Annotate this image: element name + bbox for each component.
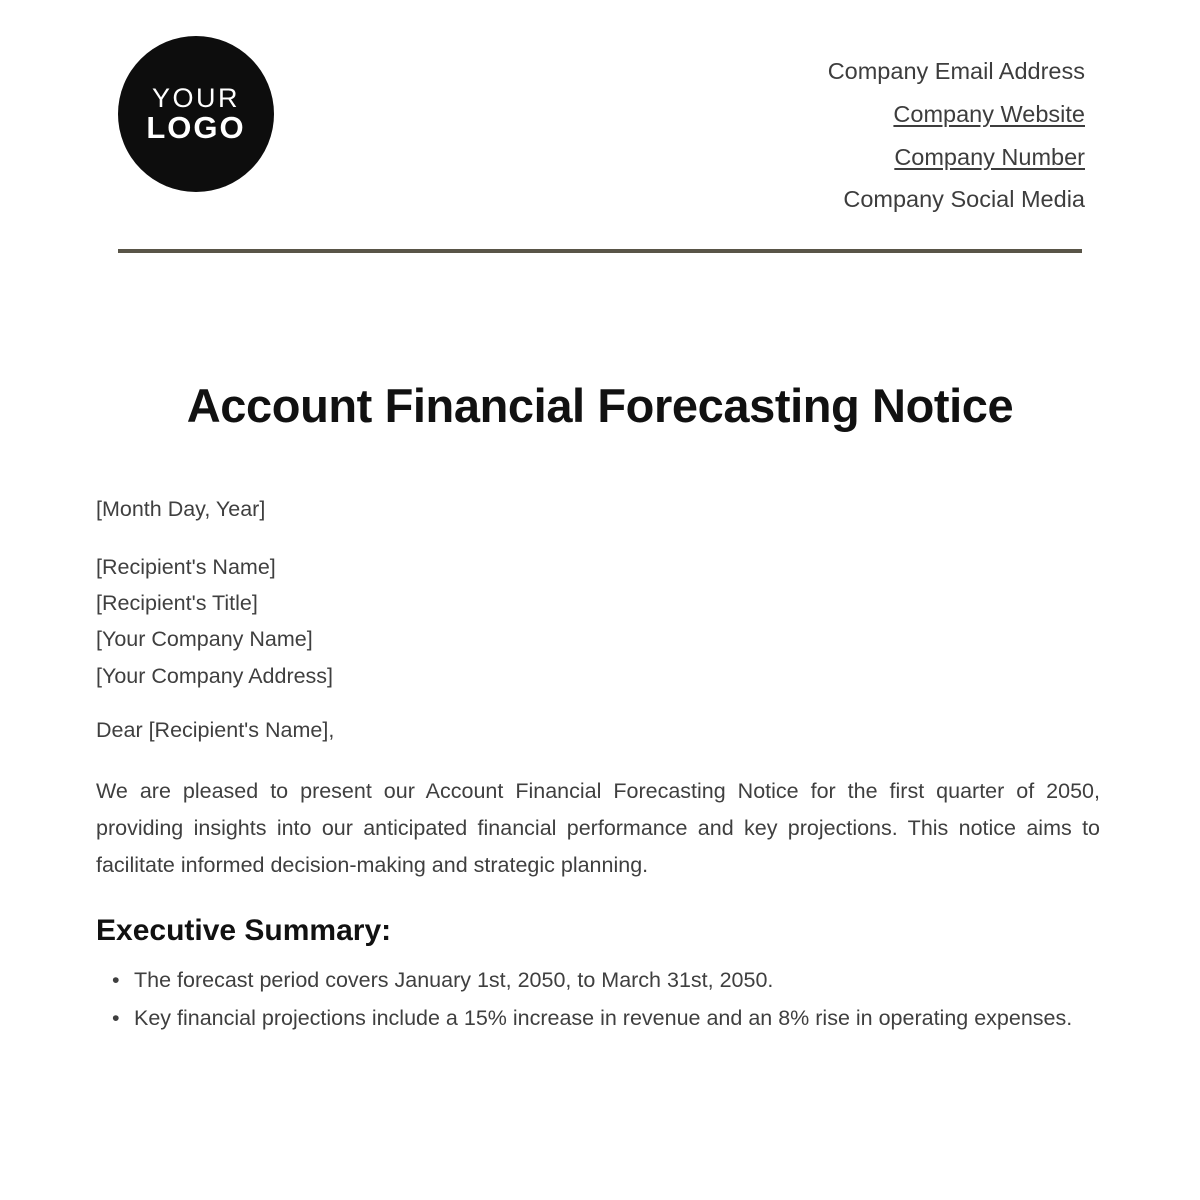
document-header <box>0 0 1200 221</box>
executive-summary-list <box>96 962 1100 1038</box>
spacer <box>96 527 1100 549</box>
company-contact-block <box>828 36 1085 221</box>
intro-paragraph: We are pleased to present our Account Financial Forecasting Notice for the first quarter of 2050, providing insights into our anticipated financial performance and key projections. This notice aims to facilitate informed decision-making and strategic planning. <box>96 778 1100 877</box>
recipient-address: [Your Company Address] <box>96 663 334 688</box>
contact-website[interactable]: Company Website <box>893 100 1085 127</box>
list-item: • The forecast period covers January 1st, 2050, to March 31st, 2050. <box>134 962 1100 999</box>
section-heading-executive-summary: Executive Summary: <box>96 913 392 947</box>
recipient-name: [Recipient's Name] <box>96 555 276 580</box>
salutation: Dear [Recipient's Name], <box>96 717 335 742</box>
letter-date: [Month Day, Year] <box>96 497 266 522</box>
recipient-title: [Recipient's Title] <box>96 591 258 616</box>
contact-email: Company Email Address <box>827 58 1085 84</box>
document-body <box>0 491 1200 1037</box>
company-logo <box>118 36 274 192</box>
contact-number[interactable]: Company Number <box>894 143 1085 170</box>
list-item: • Key financial projections include a 15% increase in revenue and an 8% rise in operating expenses. <box>134 1000 1100 1037</box>
page-title: Account Financial Forecasting Notice <box>186 379 1014 433</box>
logo-text-logo: LOGO <box>146 109 246 145</box>
contact-social-media: Company Social Media <box>843 186 1085 213</box>
logo-text-your: YOUR <box>151 82 240 113</box>
header-divider <box>118 249 1082 253</box>
recipient-company: [Your Company Name] <box>96 627 313 652</box>
